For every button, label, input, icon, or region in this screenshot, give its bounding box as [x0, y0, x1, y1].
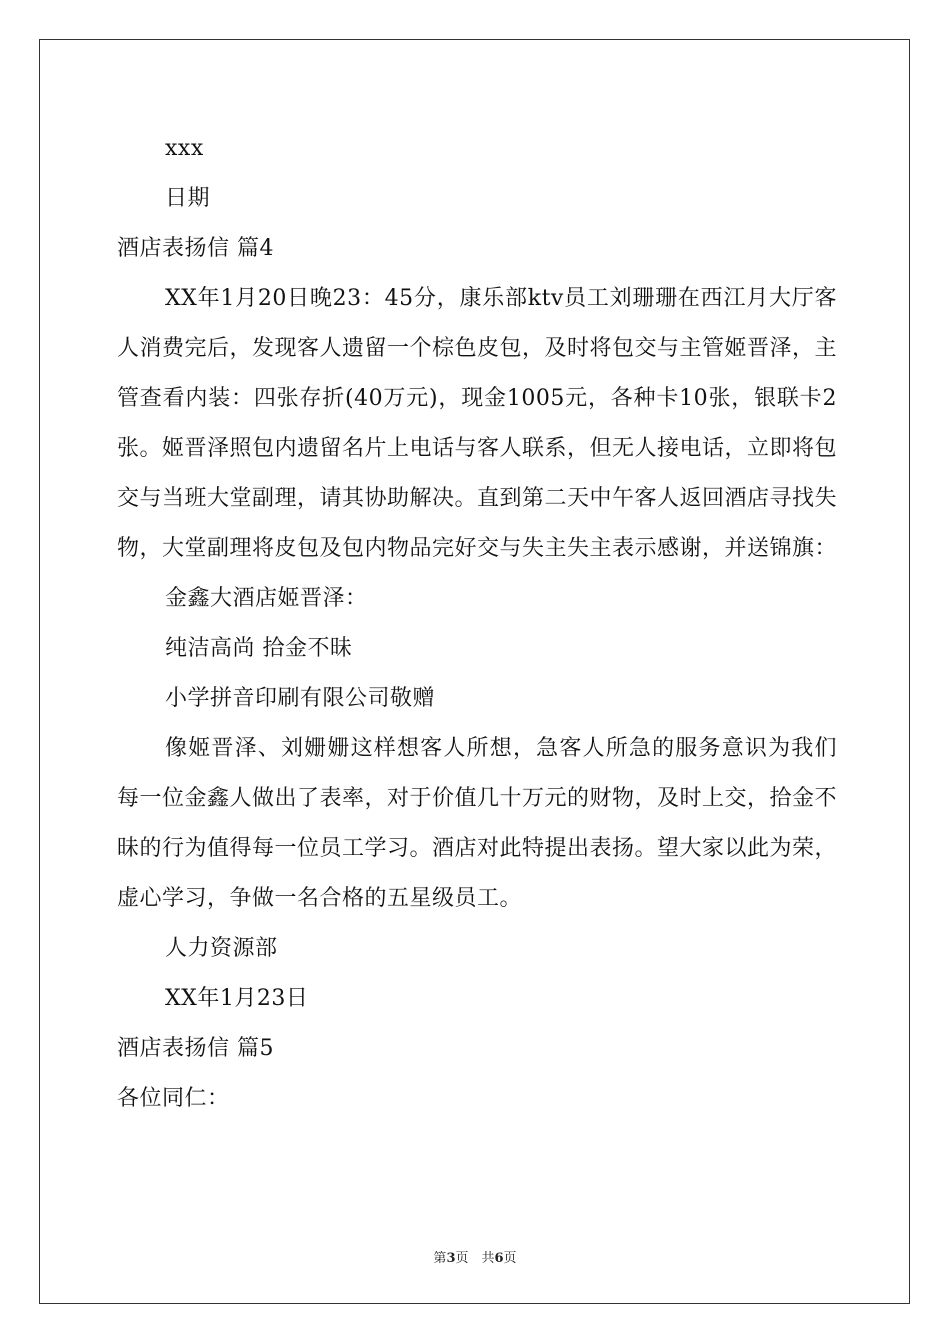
page-prefix: 第 [433, 1251, 447, 1266]
page-suffix: 页 [503, 1251, 517, 1266]
signer-name: xxx [165, 136, 204, 161]
letter-date: XX年1月23日 [165, 986, 309, 1011]
paragraph-incident-text: XX年1月20日晚23：45分，康乐部ktv员工刘珊珊在西江月大厅客人消费完后，发现客人遗留一个棕色皮包，及时将包交与主管姬晋泽，主管查看内装：四张存折(40万元)，现金1005元，各种卡10张，银联卡2张。姬晋泽照包内遗留名片上电话与客人联系，但无人接电话，立即将包交与当班大堂副理，请其协助解决。直到第二天中午客人返回酒店寻找失物，大堂副理将皮包及包内物品完好交与失主失主表示感谢，并送锦旗： [117, 286, 838, 561]
page-footer [0, 1247, 950, 1266]
banner-recipient: 金鑫大酒店姬晋泽： [165, 586, 368, 611]
department-signature: 人力资源部 [165, 936, 278, 961]
page-total: 6 [494, 1251, 504, 1266]
paragraph-praise [117, 724, 837, 924]
salutation: 各位同仁： [117, 1086, 230, 1111]
section-heading-5: 酒店表扬信 篇5 [117, 1036, 274, 1061]
paragraph-incident [117, 274, 837, 574]
banner-sender: 小学拼音印刷有限公司敬赠 [165, 686, 436, 711]
document-body [117, 124, 837, 1124]
date-label: 日期 [165, 186, 211, 211]
banner-text: 纯洁高尚 拾金不昧 [165, 636, 353, 661]
paragraph-praise-text: 像姬晋泽、刘姗姗这样想客人所想，急客人所急的服务意识为我们每一位金鑫人做出了表率，对于价值几十万元的财物，及时上交，拾金不昧的行为值得每一位员工学习。酒店对此特提出表扬。望大家以此为荣，虚心学习，争做一名合格的五星级员工。 [117, 736, 838, 911]
page-current: 3 [446, 1251, 456, 1266]
page-mid: 页 共 [455, 1251, 495, 1266]
section-heading-4: 酒店表扬信 篇4 [117, 236, 274, 261]
